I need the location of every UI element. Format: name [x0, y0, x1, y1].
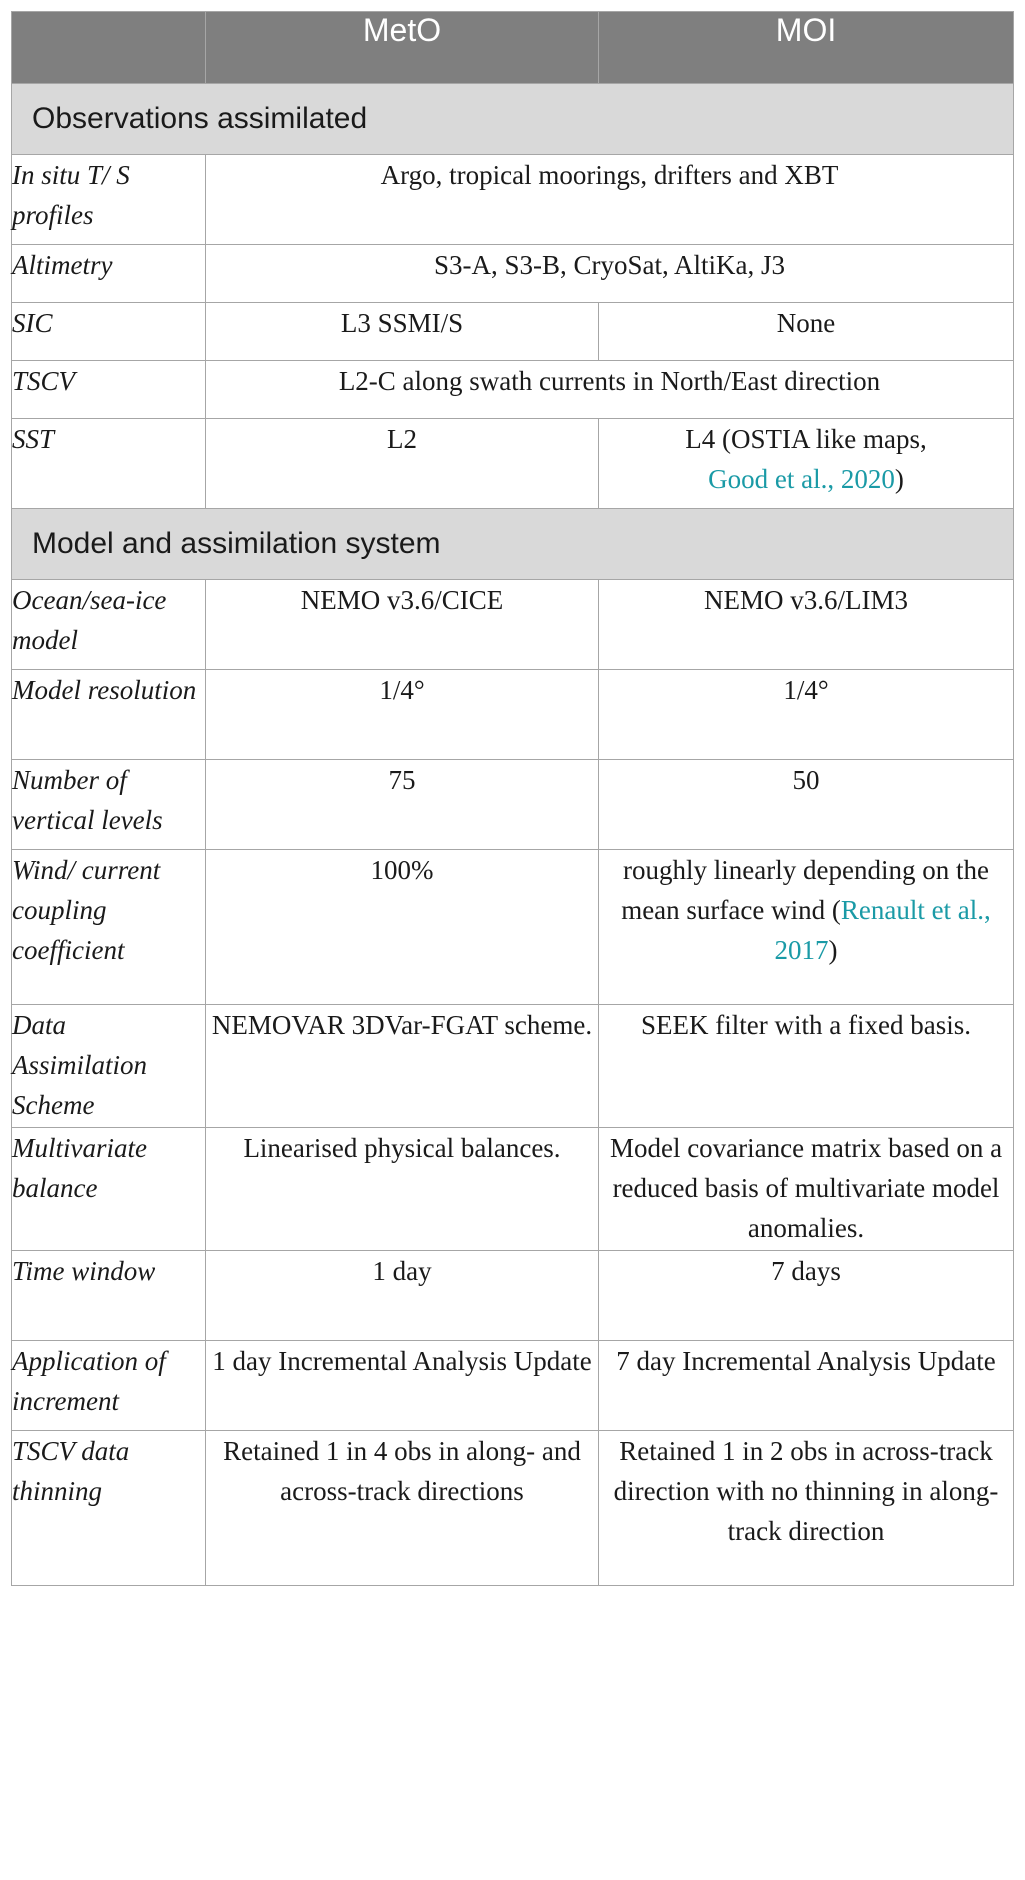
citation-link-good-2020[interactable]: Good et al., 2020	[708, 464, 895, 494]
table-row	[12, 1128, 1014, 1251]
table-row	[12, 303, 1014, 361]
row-label-ocean-model: Ocean/sea-ice model	[12, 580, 206, 670]
cell-insitu-both: Argo, tropical moorings, drifters and XBT	[206, 155, 1014, 245]
cell-levels-meto: 75	[206, 760, 599, 850]
header-col-meto: MetO	[206, 12, 599, 84]
row-label-insitu: In situ T/ S profiles	[12, 155, 206, 245]
table-row	[12, 1005, 1014, 1128]
table-row	[12, 760, 1014, 850]
table-row	[12, 419, 1014, 509]
cell-window-moi: 7 days	[599, 1251, 1014, 1341]
cell-sst-moi	[599, 419, 1014, 509]
table-row	[12, 580, 1014, 670]
sst-moi-text: L4 (OSTIA like maps,	[685, 424, 927, 454]
section-title-model: Model and assimilation system	[12, 509, 1014, 580]
sst-moi-close: )	[894, 464, 904, 494]
section-title-observations: Observations assimilated	[12, 84, 1014, 155]
table-row	[12, 670, 1014, 760]
cell-wind-moi	[599, 850, 1014, 1005]
table-header	[12, 12, 1014, 84]
cell-tscv-both: L2-C along swath currents in North/East direction	[206, 361, 1014, 419]
row-label-increment: Application of increment	[12, 1341, 206, 1431]
cell-balance-meto: Linearised physical balances.	[206, 1128, 599, 1251]
header-col-moi: MOI	[599, 12, 1014, 84]
row-label-tscv: TSCV	[12, 361, 206, 419]
cell-sic-moi: None	[599, 303, 1014, 361]
row-label-balance: Multivariate balance	[12, 1128, 206, 1251]
cell-sic-meto: L3 SSMI/S	[206, 303, 599, 361]
row-label-time-window: Time window	[12, 1251, 206, 1341]
row-label-sst: SST	[12, 419, 206, 509]
table-row	[12, 1431, 1014, 1586]
wind-moi-close: )	[828, 935, 838, 965]
row-label-resolution: Model resolution	[12, 670, 206, 760]
cell-increment-meto: 1 day Incremental Analysis Update	[206, 1341, 599, 1431]
header-row	[12, 12, 1014, 84]
cell-thinning-meto: Retained 1 in 4 obs in along- and across-track directions	[206, 1431, 599, 1586]
cell-da-moi: SEEK filter with a fixed basis.	[599, 1005, 1014, 1128]
cell-increment-moi: 7 day Incremental Analysis Update	[599, 1341, 1014, 1431]
cell-resolution-meto: 1/4°	[206, 670, 599, 760]
table-row	[12, 361, 1014, 419]
citation-link-renault-2017[interactable]: Renault et al., 2017	[774, 895, 991, 965]
row-label-altimetry: Altimetry	[12, 245, 206, 303]
row-label-wind-coupling: Wind/ current coupling coefficient	[12, 850, 206, 1005]
table-row	[12, 155, 1014, 245]
section-row	[12, 84, 1014, 155]
header-empty-cell	[12, 12, 206, 84]
row-label-thinning: TSCV data thinning	[12, 1431, 206, 1586]
comparison-table	[11, 11, 1014, 1586]
cell-balance-moi: Model covariance matrix based on a reduced basis of multivariate model anomalies.	[599, 1128, 1014, 1251]
table-row	[12, 245, 1014, 303]
table-row	[12, 1251, 1014, 1341]
cell-altimetry-both: S3-A, S3-B, CryoSat, AltiKa, J3	[206, 245, 1014, 303]
cell-ocean-meto: NEMO v3.6/CICE	[206, 580, 599, 670]
cell-resolution-moi: 1/4°	[599, 670, 1014, 760]
row-label-levels: Number of vertical levels	[12, 760, 206, 850]
cell-sst-meto: L2	[206, 419, 599, 509]
cell-levels-moi: 50	[599, 760, 1014, 850]
row-label-da-scheme: Data Assimilation Scheme	[12, 1005, 206, 1128]
row-label-sic: SIC	[12, 303, 206, 361]
wind-moi-text: roughly linearly depending on the mean surface wind (	[621, 855, 989, 925]
table-row	[12, 850, 1014, 1005]
cell-wind-meto: 100%	[206, 850, 599, 1005]
cell-ocean-moi: NEMO v3.6/LIM3	[599, 580, 1014, 670]
cell-da-meto: NEMOVAR 3DVar-FGAT scheme.	[206, 1005, 599, 1128]
cell-window-meto: 1 day	[206, 1251, 599, 1341]
table-row	[12, 1341, 1014, 1431]
section-row	[12, 509, 1014, 580]
table-body	[12, 84, 1014, 1586]
cell-thinning-moi: Retained 1 in 2 obs in across-track direction with no thinning in along-track direction	[599, 1431, 1014, 1586]
